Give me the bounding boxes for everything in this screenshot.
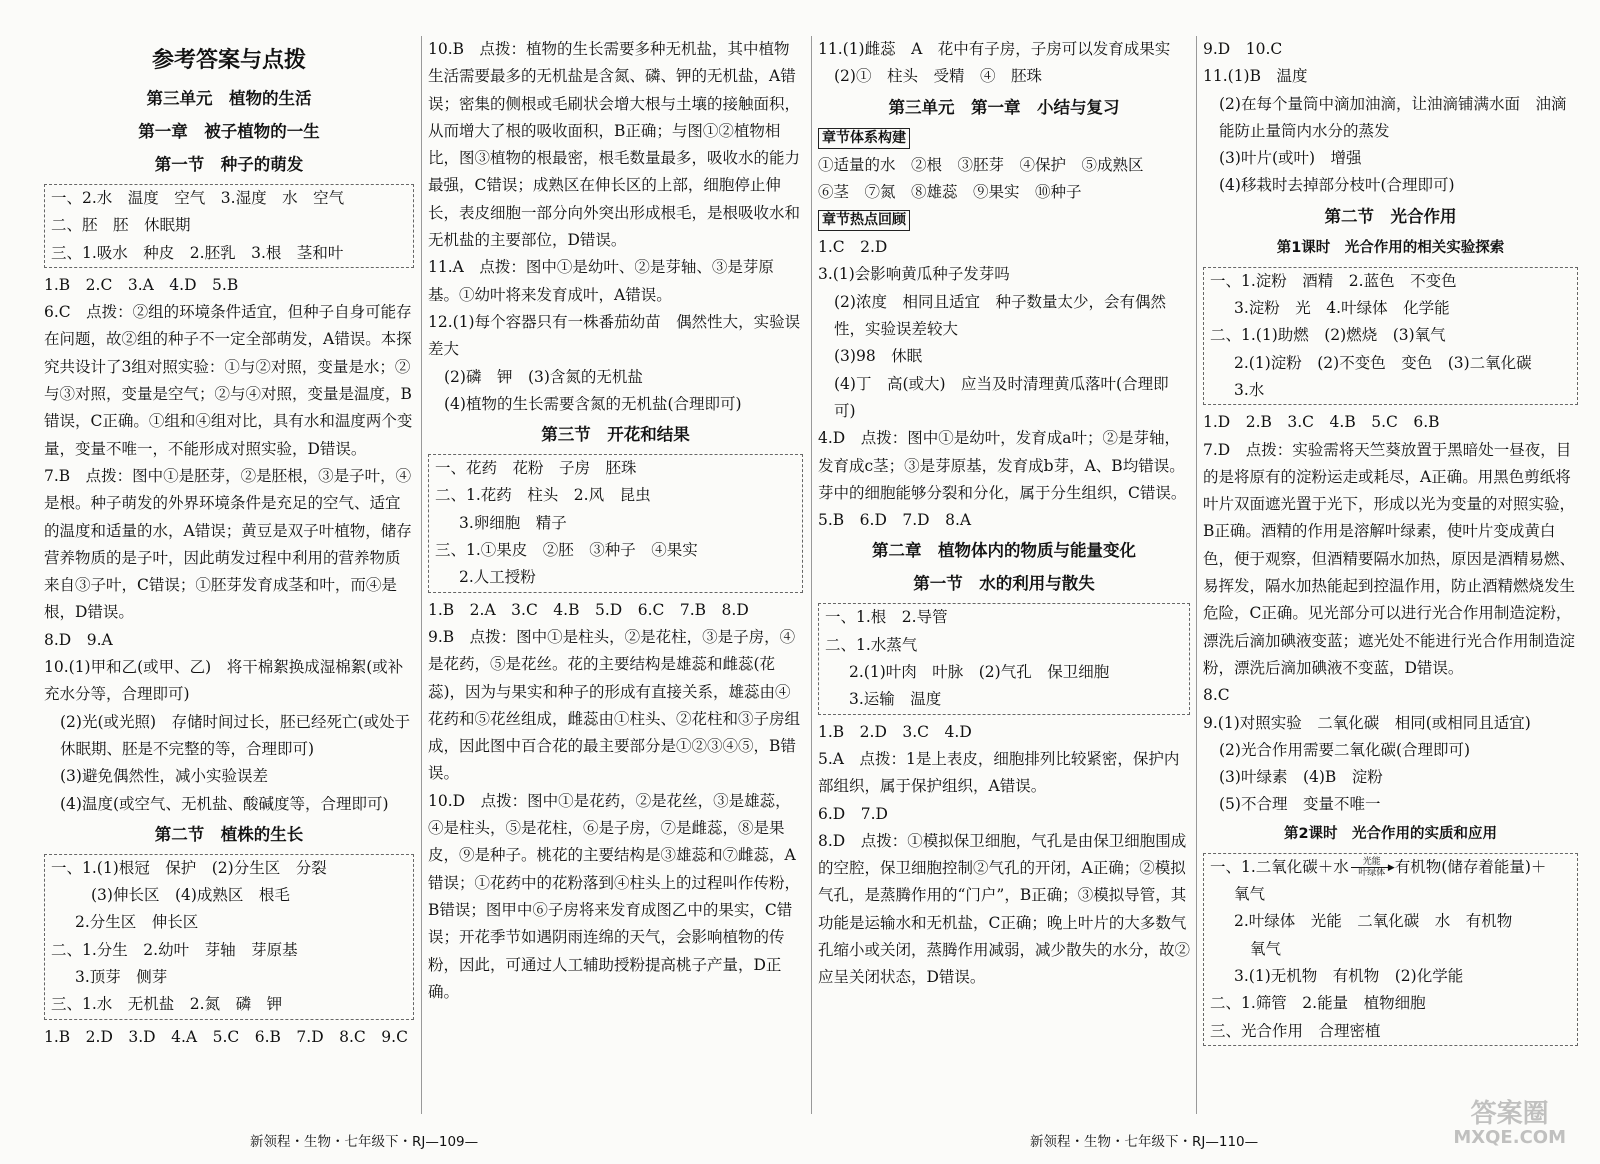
section-heading: 第二节 光合作用 (1324, 206, 1457, 226)
answer-line: 二、1.分生 2.幼叶 芽轴 芽原基 (51, 940, 298, 959)
answer-line: 一、2.水 温度 空气 3.湿度 水 空气 (51, 189, 345, 207)
answer-line: (2)浓度 相同且适宜 种子数量太少，会有偶然性，实验误差较大 (834, 292, 1166, 339)
answer-line: 一、花药 花粉 子房 胚珠 (435, 459, 637, 478)
equation-line (1210, 854, 1571, 881)
answer-line: 10.(1)甲和乙(或甲、乙) 将干棉絮换成湿棉絮(或补充水分等，合理即可) (44, 658, 404, 704)
answer-line: ⑥茎 ⑦氮 ⑧雄蕊 ⑨果实 ⑩种子 (818, 182, 1082, 201)
answer-line: 一、1.(1)根冠 保护 (2)分生区 分裂 (51, 858, 327, 877)
explanation: 7.D 点拨：实验需将天竺葵放置于黑暗处一昼夜，目的是将原有的淀粉运走或耗尽，A正确。用黑色剪纸将叶片双面遮光置于光下，形成以光为变量的对照实验，B正确。酒精的作用是溶解叶绿素，使叶片变成黄白色，便于观察，但酒精要隔水加热，原因是酒精易燃、易挥发，隔水加热能起到控温作用，防止酒精燃烧发生危险，C正确。见光部分可以进行光合作用制造淀粉，漂洗后滴加碘液变蓝；遮光处不能进行光合作用制造淀粉，漂洗后滴加碘液不变蓝，D错误。 (1203, 440, 1576, 677)
answer-line: (2)光(或光照) 存储时间过长，胚已经死亡(或处于休眠期、胚是不完整的等，合理即可) (60, 712, 411, 758)
answer-box (1203, 267, 1578, 405)
column-divider (1196, 36, 1197, 1114)
answer-line: 11.(1)B 温度 (1203, 67, 1308, 86)
answer-box (44, 854, 414, 1020)
watermark-url: MXQE.COM (1453, 1127, 1566, 1148)
answer-line: 3.顶芽 侧芽 (75, 968, 168, 987)
answer-line: 5.B 6.D 7.D 8.A (818, 511, 972, 530)
answer-line: 三、1.水 无机盐 2.氮 磷 钾 (51, 995, 283, 1014)
chapter-summary-heading: 第三单元 第一章 小结与复习 (888, 97, 1120, 117)
answer-line: (4)温度(或空气、无机盐、酸碱度等，合理即可) (60, 794, 389, 813)
answer-line: (2)磷 钾 (3)含氮的无机盐 (444, 367, 643, 386)
page-title: 参考答案与点拨 (151, 48, 306, 73)
answer-line: (3)98 休眠 (834, 347, 923, 366)
answer-line: (2)在每个量筒中滴加油滴，让油滴铺满水面 油滴能防止量筒内水分的蒸发 (1219, 94, 1567, 140)
answer-box (44, 184, 414, 268)
column-divider (421, 36, 422, 1114)
explanation: 10.D 点拨：图中①是花药，②是花丝，③是雄蕊，④是柱头，⑤是花柱，⑥是子房，⑦是雌蕊，⑧是果皮，⑨是种子。桃花的主要结构是③雄蕊和⑦雌蕊，A错误；①花药中的花粉落到④柱头上的过程叫作传粉，B错误；图甲中⑥子房将来发育成图乙中的果实，C错误；开花季节如遇阴雨连绵的天气，会影响植物的传粉，因此，可通过人工辅助授粉提高桃子产量，D正确。 (428, 791, 801, 1001)
answer-line: (4)丁 高(或大) 应当及时清理黄瓜落叶(合理即可) (834, 374, 1169, 420)
answer-line: 2.(1)淀粉 (2)不变色 变色 (3)二氧化碳 (1234, 353, 1532, 372)
answer-line: 1.C 2.D (818, 238, 888, 257)
column-2 (428, 36, 803, 1006)
answer-line: (3)伸长区 (4)成熟区 根毛 (91, 886, 290, 905)
section-tag: 章节体系构建 (818, 128, 910, 149)
explanation: 8.D 点拨：①模拟保卫细胞，气孔是由保卫细胞围成的空腔，保卫细胞控制②气孔的开闭，A正确；②模拟气孔，是蒸腾作用的“门户”，B正确；③模拟导管，其功能是运输水和无机盐，C正确；晚上叶片的大多数气孔缩小或关闭，蒸腾作用减弱，减少散失的水分，故②应呈关闭状态，D错误。 (818, 831, 1191, 987)
answer-line: 6.D 7.D (818, 804, 888, 823)
answer-line: (2)光合作用需要二氧化碳(合理即可) (1219, 740, 1471, 759)
answer-line: 2.(1)叶肉 叶脉 (2)气孔 保卫细胞 (849, 663, 1110, 682)
answer-line: 2.分生区 伸长区 (75, 913, 199, 932)
answer-line: 二、1.花药 柱头 2.风 昆虫 (435, 486, 651, 505)
section-tag: 章节热点回顾 (818, 210, 910, 231)
section-heading: 第一节 水的利用与散失 (913, 574, 1095, 594)
answer-line: (5)不合理 变量不唯一 (1219, 795, 1381, 814)
arrow-condition-bottom: 叶绿体 (1358, 868, 1386, 879)
answer-line: 8.C (1203, 686, 1230, 705)
answer-line: 3.(1)无机物 有机物 (2)化学能 (1234, 966, 1464, 985)
answer-line: 氧气 (1250, 939, 1282, 958)
answer-line: 3.卵细胞 精子 (459, 513, 567, 532)
answer-line: 二、1.筛管 2.能量 植物细胞 (1210, 994, 1426, 1013)
answer-line: 1.B 2.C 3.A 4.D 5.B (44, 275, 239, 294)
answer-line: 3.(1)会影响黄瓜种子发芽吗 (818, 265, 1010, 284)
explanation: 5.A 点拨：1是上表皮，细胞排列比较紧密，保护内部组织，属于保护组织，A错误。 (818, 749, 1180, 796)
answer-line: 1.B 2.D 3.D 4.A 5.C 6.B 7.D 8.C 9.C (44, 1027, 408, 1046)
answer-line: 一、1.根 2.导管 (825, 608, 948, 627)
answer-line: 2.人工授粉 (459, 568, 536, 587)
answer-line: 11.(1)雌蕊 A 花中有子房，子房可以发育成果实 (818, 40, 1171, 58)
answer-line: 9.(1)对照实验 二氧化碳 相同(或相同且适宜) (1203, 713, 1531, 732)
section-heading: 第三节 开花和结果 (541, 425, 690, 445)
column-3 (818, 36, 1190, 992)
column-divider (811, 36, 812, 1114)
answer-line: (3)避免偶然性，减小实验误差 (60, 767, 268, 786)
answer-line: 1.B 2.D 3.C 4.D (818, 722, 972, 741)
answer-line: 一、1.淀粉 酒精 2.蓝色 不变色 (1210, 271, 1457, 290)
answer-line: 3.运输 温度 (849, 690, 942, 709)
unit-heading: 第三单元 植物的生活 (146, 89, 312, 108)
answer-box (428, 454, 803, 592)
answer-line: 3.淀粉 光 4.叶绿体 化学能 (1234, 299, 1450, 318)
answer-box (1203, 853, 1578, 1046)
answer-line: (2)① 柱头 受精 ④ 胚珠 (834, 67, 1042, 86)
answer-line: 12.(1)每个容器只有一株番茄幼苗 偶然性大，实验误差大 (428, 312, 801, 359)
section-heading: 第二节 植株的生长 (154, 824, 304, 844)
answer-line: 氧气 (1234, 885, 1266, 904)
explanation: 11.A 点拨：图中①是幼叶、②是芽轴、③是芽原基。①幼叶将来发育成叶，A错误。 (428, 258, 774, 304)
lesson-heading: 第1课时 光合作用的相关实验探索 (1276, 239, 1505, 256)
equation-products: 有机物(储存着能量)＋ (1394, 857, 1547, 876)
explanation: 6.C 点拨：②组的环境条件适宜，但种子自身可能存在问题，故②组的种子不一定全部萌发，A错误。本探究共设计了3组对照实验：①与②对照，变量是水；②与③对照，变量是空气；②与④对照，变量是温度，B错误，C正确。①组和④组对比，具有水和温度两个变量，变量不唯一，不能形成对照实验，D错误。 (44, 303, 413, 458)
lesson-heading: 第2课时 光合作用的实质和应用 (1283, 825, 1498, 842)
answer-line: 8.D 9.A (44, 630, 113, 649)
column-1 (44, 36, 414, 1051)
explanation: 10.B 点拨：植物的生长需要多种无机盐，其中植物生活需要最多的无机盐是含氮、磷、钾的无机盐，A错误；密集的侧根或毛刷状会增大根与土壤的接触面积，从而增大了根的吸收面积，B正确；与图①②植物相比，图③植物的根最密，根毛数量最多，吸收水的能力最强，C错误；成熟区在伸长区的上部，细胞停止伸长，表皮细胞一部分向外突出形成根毛，是根吸收水和无机盐的主要部位，D错误。 (428, 40, 801, 250)
answer-line: 二、1.(1)助燃 (2)燃烧 (3)氧气 (1210, 326, 1446, 345)
answer-line: 1.D 2.B 3.C 4.B 5.C 6.B (1203, 413, 1440, 432)
watermark-logo (1453, 1099, 1566, 1150)
chapter-heading: 第一章 被子植物的一生 (138, 122, 320, 141)
watermark-text: 答案圈 (1470, 1099, 1549, 1129)
column-4 (1203, 36, 1578, 1050)
answer-line: 2.叶绿体 光能 二氧化碳 水 有机物 (1234, 912, 1513, 931)
answer-line: 1.B 2.A 3.C 4.B 5.D 6.C 7.B 8.D (428, 600, 749, 619)
answer-line: 9.D 10.C (1203, 40, 1283, 58)
answer-box (818, 603, 1190, 714)
answer-line: (4)植物的生长需要含氮的无机盐(合理即可) (444, 394, 742, 413)
explanation: 7.B 点拨：图中①是胚芽，②是胚根，③是子叶，④是根。种子萌发的外界环境条件是充足的空气、适宜的温度和适量的水，A错误；黄豆是双子叶植物，储存营养物质的是子叶，因此萌发过程中利用的营养物质来自③子叶，C错误；①胚芽发育成茎和叶，而④是根，D错误。 (44, 466, 412, 622)
answer-line: 三、光合作用 合理密植 (1210, 1021, 1381, 1040)
answer-line: 3.水 (1234, 380, 1265, 399)
section-heading: 第一节 种子的萌发 (154, 155, 304, 174)
answer-line: (3)叶绿素 (4)B 淀粉 (1219, 768, 1383, 787)
chapter-heading: 第二章 植物体内的物质与能量变化 (872, 541, 1136, 561)
reaction-arrow (1351, 857, 1393, 878)
arrow-icon: ▶ (1351, 867, 1393, 868)
answer-line: 三、1.①果皮 ②胚 ③种子 ④果实 (435, 541, 698, 560)
page-footer-left: 新领程・生物・七年级下・RJ—109— (250, 1134, 479, 1150)
explanation: 9.B 点拨：图中①是柱头，②是花柱，③是子房，④是花药，⑤是花丝。花的主要结构是雄蕊和雌蕊(花蕊)，因为与果实和种子的形成有直接关系，雄蕊由④花药和⑤花丝组成，雌蕊由①柱头、②花柱和③子房组成，因此图中百合花的最主要部分是①②③④⑤，B错误。 (428, 627, 801, 783)
arrow-condition-top: 光能 (1362, 857, 1381, 868)
answer-line: 三、1.吸水 种皮 2.胚乳 3.根 茎和叶 (51, 243, 344, 262)
page-footer-right: 新领程・生物・七年级下・RJ—110— (1030, 1134, 1259, 1150)
answer-line: (4)移栽时去掉部分枝叶(合理即可) (1219, 176, 1455, 195)
equation-reactants: 一、1.二氧化碳＋水 (1210, 857, 1349, 876)
answer-line: (3)叶片(或叶) 增强 (1219, 149, 1362, 168)
answer-line: 二、胚 胚 休眠期 (51, 216, 191, 235)
answer-line: ①适量的水 ②根 ③胚芽 ④保护 ⑤成熟区 (818, 155, 1144, 174)
explanation: 4.D 点拨：图中①是幼叶，发育成a叶；②是芽轴，发育成c茎；③是芽原基，发育成b芽，A、B均错误。芽中的细胞能够分裂和分化，属于分生组织，C错误。 (818, 429, 1187, 502)
answer-line: 二、1.水蒸气 (825, 635, 918, 654)
